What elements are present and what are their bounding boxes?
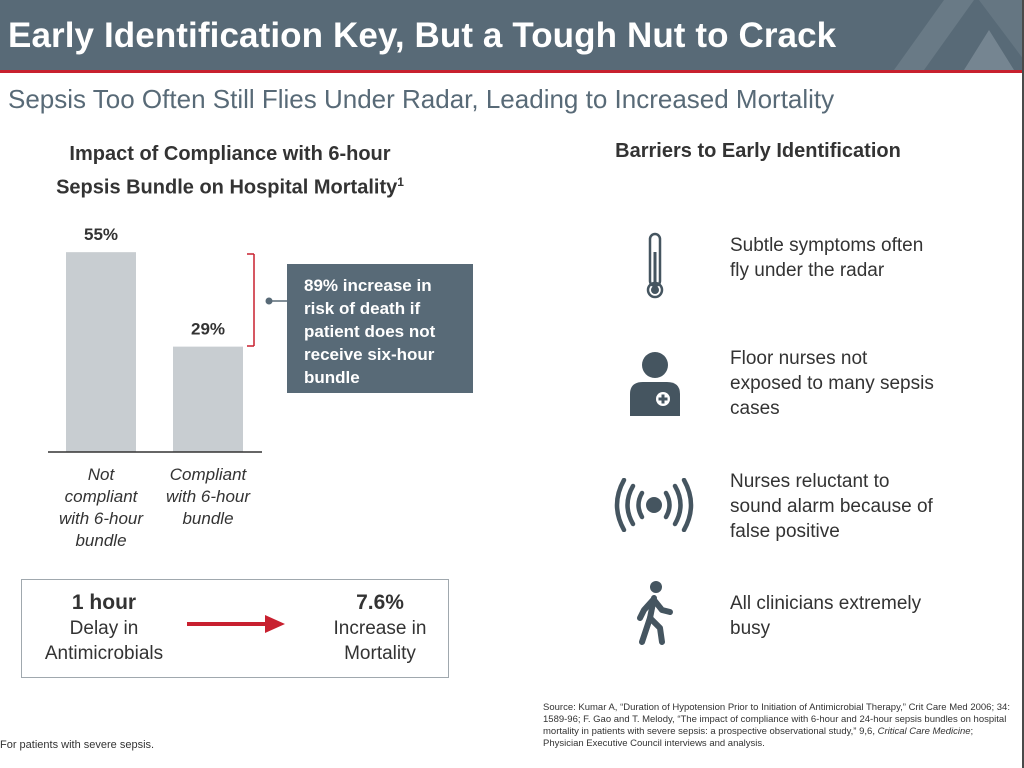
barrier-item-subtle-symptoms: Subtle symptoms often fly under the radar xyxy=(730,235,924,281)
barriers-title: Barriers to Early Identification xyxy=(615,140,901,162)
bar-category-label-not-compliant: Not compliant with 6-hour bundle xyxy=(58,465,144,550)
delay-desc-line-2: Antimicrobials xyxy=(44,643,164,664)
mortality-value: 7.6% xyxy=(356,591,404,614)
right-arrow-icon xyxy=(187,612,287,636)
bar-category-label-compliant: Compliant with 6-hour bundle xyxy=(165,465,251,528)
mortality-stat xyxy=(310,590,450,666)
slide-subtitle: Sepsis Too Often Still Flies Under Radar, Leading to Increased Mortality xyxy=(8,84,835,114)
source-citation: Source: Kumar A, “Duration of Hypotension Prior to Initiation of Antimicrobial Therapy,” Crit Care Med 2006; 34: 1589-96; F. Gao and T. Melody, “The impact of compliance with 6-hour and 24-hour sepsis bundles on hospital mortality in patients with severe sepsis: a prospective observational study,” 9,6, Critical Care Medicine; Physician Executive Council interviews and analysis. xyxy=(543,702,1010,749)
header-accent-rule xyxy=(0,70,1024,73)
alarm-signal-icon xyxy=(614,478,694,532)
barrier-item-floor-nurses: Floor nurses not exposed to many sepsis cases xyxy=(730,348,934,419)
delay-mortality-stat-box xyxy=(21,579,449,678)
chart-title-footnote-marker: 1 xyxy=(397,175,404,189)
callout-connector-dot xyxy=(266,298,273,305)
mortality-desc-line-1: Increase in xyxy=(333,618,427,639)
footnote: For patients with severe sepsis. xyxy=(0,739,155,751)
difference-bracket xyxy=(247,254,254,346)
logo-mark-icon xyxy=(894,0,1024,70)
bar-value-label-compliant: 29% xyxy=(190,319,226,339)
delay-desc-line-1: Delay in xyxy=(69,618,139,639)
delay-value: 1 hour xyxy=(71,591,137,614)
barrier-item-nurses-reluctant: Nurses reluctant to sound alarm because of false positive xyxy=(730,471,933,542)
walking-person-icon xyxy=(630,580,680,646)
slide-header xyxy=(0,0,1024,70)
bar-compliant xyxy=(173,347,243,452)
bars-layer xyxy=(66,225,243,452)
thermometer-icon xyxy=(640,232,670,300)
slide-title: Early Identification Key, But a Tough Nut to Crack xyxy=(8,16,837,55)
barrier-item-clinicians-busy: All clinicians extremely busy xyxy=(730,593,922,639)
nurse-icon xyxy=(627,350,683,416)
mortality-increase-callout: 89% increase in risk of death if patient does not receive six-hour bundle xyxy=(287,264,473,393)
mortality-desc-line-2: Mortality xyxy=(344,643,416,664)
delay-stat xyxy=(26,590,182,666)
chart-title-line-2: Sepsis Bundle on Hospital Mortality xyxy=(56,176,398,199)
bar-not-compliant xyxy=(66,252,136,452)
chart-title-line-1: Impact of Compliance with 6-hour xyxy=(69,143,391,165)
chart-title xyxy=(0,140,460,202)
journal-name: Critical Care Medicine xyxy=(877,726,971,737)
bar-value-label-not-compliant: 55% xyxy=(83,225,119,245)
